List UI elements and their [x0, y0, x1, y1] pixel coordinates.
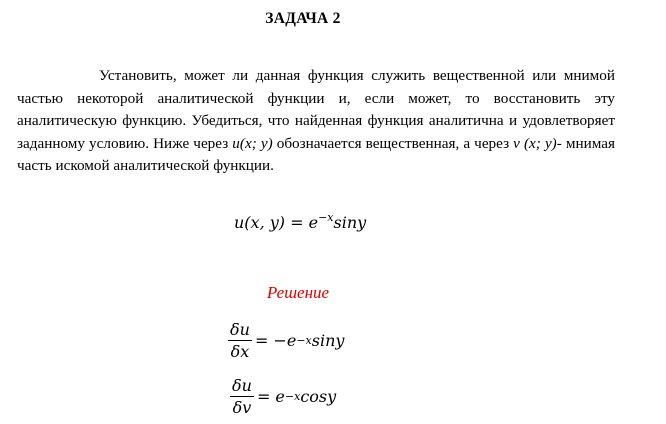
- task-title: ЗАДАЧА 2: [265, 10, 341, 27]
- derivative-du-dx: $\frac{\delta u}{\delta x}$ = −e −x siny: [230, 320, 345, 361]
- real-part-notation: u(x; y): [232, 134, 273, 152]
- derivative-rhs-prefix: = e: [256, 387, 285, 406]
- fraction-numerator: δu: [232, 376, 252, 395]
- imaginary-part-notation: v (x; y): [513, 134, 557, 152]
- task-statement: [17, 65, 615, 178]
- solution-heading: Решение: [266, 283, 330, 302]
- derivative-du-dv: $\frac{\delta u}{\delta v}$ = e −x cosy: [232, 376, 337, 417]
- statement-text-3: - мнимая часть искомой аналитической функции.: [17, 134, 615, 174]
- fraction-du-dv: [230, 376, 254, 417]
- fraction-denominator: δx: [230, 342, 250, 361]
- derivative-rhs-suffix: cosy: [300, 387, 337, 406]
- derivative-rhs-suffix: siny: [311, 331, 345, 350]
- fraction-denominator: δv: [232, 398, 252, 417]
- formula-lhs: u(x, y) = e: [234, 213, 319, 232]
- fraction-du-dx: [228, 320, 252, 361]
- formula-rhs: siny: [333, 213, 367, 232]
- formula-exponent: −x: [318, 211, 334, 224]
- derivative-rhs-prefix: = −e: [254, 331, 297, 350]
- given-function-formula: [234, 213, 366, 232]
- fraction-numerator: δu: [230, 320, 250, 339]
- statement-text-1: Установить, может ли данная функция служить вещественной или мнимой частью некоторой аналитической функции и, если может, то восстановить эту аналитическую функцию. Убедиться, что найденная функция аналитична и удовлетворяет заданному условию. Ниже через: [17, 67, 615, 152]
- statement-text-2: обозначается вещественная, а через: [272, 134, 514, 152]
